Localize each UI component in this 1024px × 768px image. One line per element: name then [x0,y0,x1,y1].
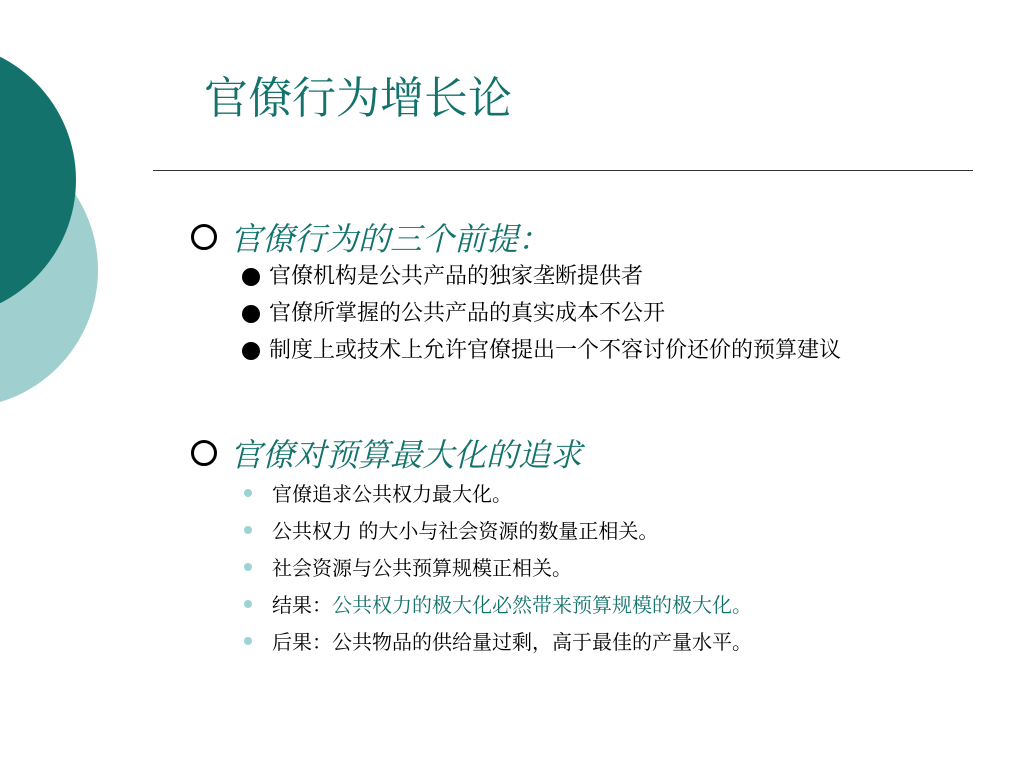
small-dot-icon [244,563,252,571]
decorative-circles [0,0,120,420]
list-item [242,548,752,585]
list-item [242,622,752,659]
section-heading-text: 官僚行为的三个前提： [230,220,551,258]
list-item-prefix: 结果： [272,593,332,617]
small-dot-icon [244,526,252,534]
list-item [242,585,752,622]
list-item-text: 官僚追求公共权力最大化。 [272,482,512,506]
slide-title: 官僚行为增长论 [204,73,512,124]
list-item-text: 社会资源与公共预算规模正相关。 [272,556,572,580]
circle-outline-icon [190,223,218,251]
small-dot-icon [244,489,252,497]
list-item [242,511,752,548]
circle-outline-icon [190,439,218,467]
filled-circle-icon [242,305,260,323]
list-item [242,262,942,292]
filled-circle-icon [242,342,260,360]
list-item-highlight: 公共权力的极大化必然带来预算规模的极大化。 [332,593,752,617]
list-item-text: 官僚所掌握的公共产品的真实成本不公开 [269,301,666,326]
list-item-text: 后果：公共物品的供给量过剩，高于最佳的产量水平。 [272,630,752,654]
small-dot-icon [244,637,252,645]
budget-list [242,474,752,659]
section-heading-text: 官僚对预算最大化的追求 [230,436,583,474]
premises-list [242,262,942,373]
section-heading-budget [190,430,582,476]
list-item-text: 官僚机构是公共产品的独家垄断提供者 [269,264,644,289]
list-item [242,299,942,329]
filled-circle-icon [242,268,260,286]
list-item [242,336,942,366]
section-heading-premises [190,214,550,260]
list-item-text: 公共权力 的大小与社会资源的数量正相关。 [272,519,659,543]
list-item [242,474,752,511]
small-dot-icon [244,600,252,608]
title-divider [153,170,973,171]
list-item-text: 制度上或技术上允许官僚提出一个不容讨价还价的预算建议 [269,338,842,363]
